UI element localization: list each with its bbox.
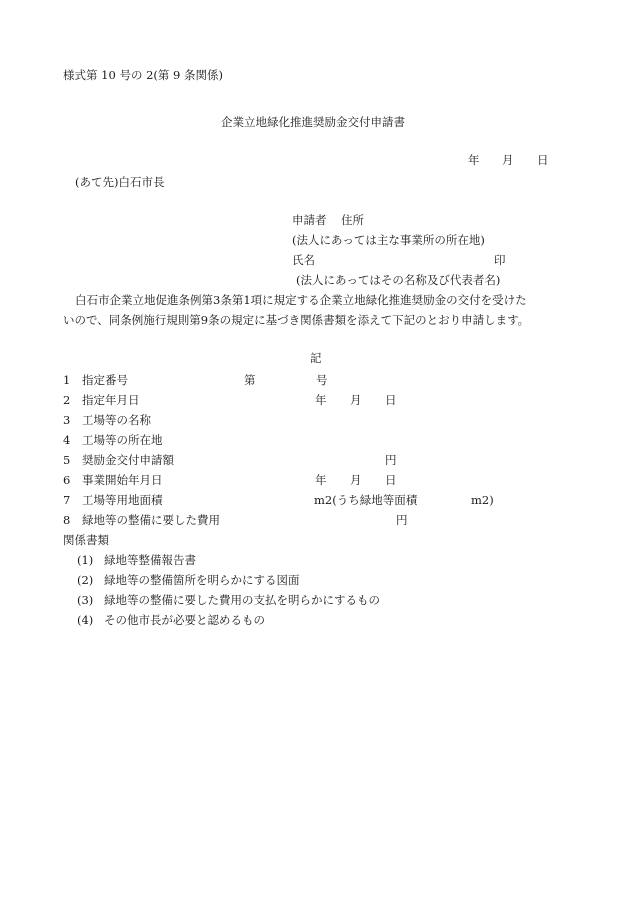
related-doc-number: (2) (77, 573, 94, 587)
related-doc-text: 緑地等整備報告書 (104, 553, 196, 567)
item-number: 5 (63, 453, 71, 467)
applicant-role: 申請者 (292, 213, 327, 227)
item-label: 指定年月日 (82, 393, 140, 407)
item-field: m2) (471, 493, 494, 507)
related-doc-text: 緑地等の整備に要した費用の支払を明らかにするもの (104, 593, 380, 607)
item-field: 月 (350, 393, 362, 407)
item-number: 1 (63, 373, 71, 387)
item-label: 工場等用地面積 (82, 493, 163, 507)
item-field: 年 (315, 393, 327, 407)
related-docs-heading: 関係書類 (63, 533, 109, 547)
item-label: 奨励金交付申請額 (82, 453, 174, 467)
item-label: 事業開始年月日 (82, 473, 163, 487)
item-number: 7 (63, 493, 71, 507)
related-doc-number: (1) (77, 553, 94, 567)
item-number: 8 (63, 513, 71, 527)
date-day: 日 (537, 153, 549, 167)
form-number: 様式第 10 号の 2(第 9 条関係) (63, 68, 224, 82)
item-field: 年 (315, 473, 327, 487)
address-label: 住所 (341, 213, 364, 227)
item-field: 円 (385, 453, 397, 467)
ki-heading: 記 (310, 351, 322, 365)
item-field: 日 (385, 473, 397, 487)
item-field: 円 (396, 513, 408, 527)
related-doc-text: その他市長が必要と認めるもの (104, 613, 265, 627)
name-note: (法人にあってはその名称及び代表者名) (296, 273, 501, 287)
date-year: 年 (468, 153, 480, 167)
item-field: 月 (350, 473, 362, 487)
item-field: m2(うち緑地等面積 (314, 493, 418, 507)
name-label: 氏名 (292, 253, 315, 267)
item-number: 3 (63, 413, 71, 427)
related-doc-text: 緑地等の整備箇所を明らかにする図面 (104, 573, 300, 587)
body-text-line-1: 白石市企業立地促進条例第3条第1項に規定する企業立地緑化推進奨励金の交付を受けた (75, 293, 527, 307)
item-label: 指定番号 (82, 373, 128, 387)
item-label: 工場等の所在地 (82, 433, 163, 447)
addressee: (あて先)白石市長 (75, 175, 165, 189)
item-label: 工場等の名称 (82, 413, 151, 427)
item-field: 号 (316, 373, 328, 387)
related-doc-number: (4) (77, 613, 94, 627)
address-note: (法人にあっては主な事業所の所在地) (292, 233, 485, 247)
document-title: 企業立地緑化推進奨励金交付申請書 (221, 115, 405, 129)
seal-mark: 印 (494, 253, 506, 267)
item-field: 第 (244, 373, 256, 387)
body-text-line-2: いので、同条例施行規則第9条の規定に基づき関係書類を添えて下記のとおり申請します。 (63, 313, 530, 327)
item-number: 2 (63, 393, 71, 407)
item-number: 4 (63, 433, 71, 447)
related-doc-number: (3) (77, 593, 94, 607)
item-field: 日 (385, 393, 397, 407)
item-label: 緑地等の整備に要した費用 (82, 513, 220, 527)
date-month: 月 (502, 153, 514, 167)
item-number: 6 (63, 473, 71, 487)
